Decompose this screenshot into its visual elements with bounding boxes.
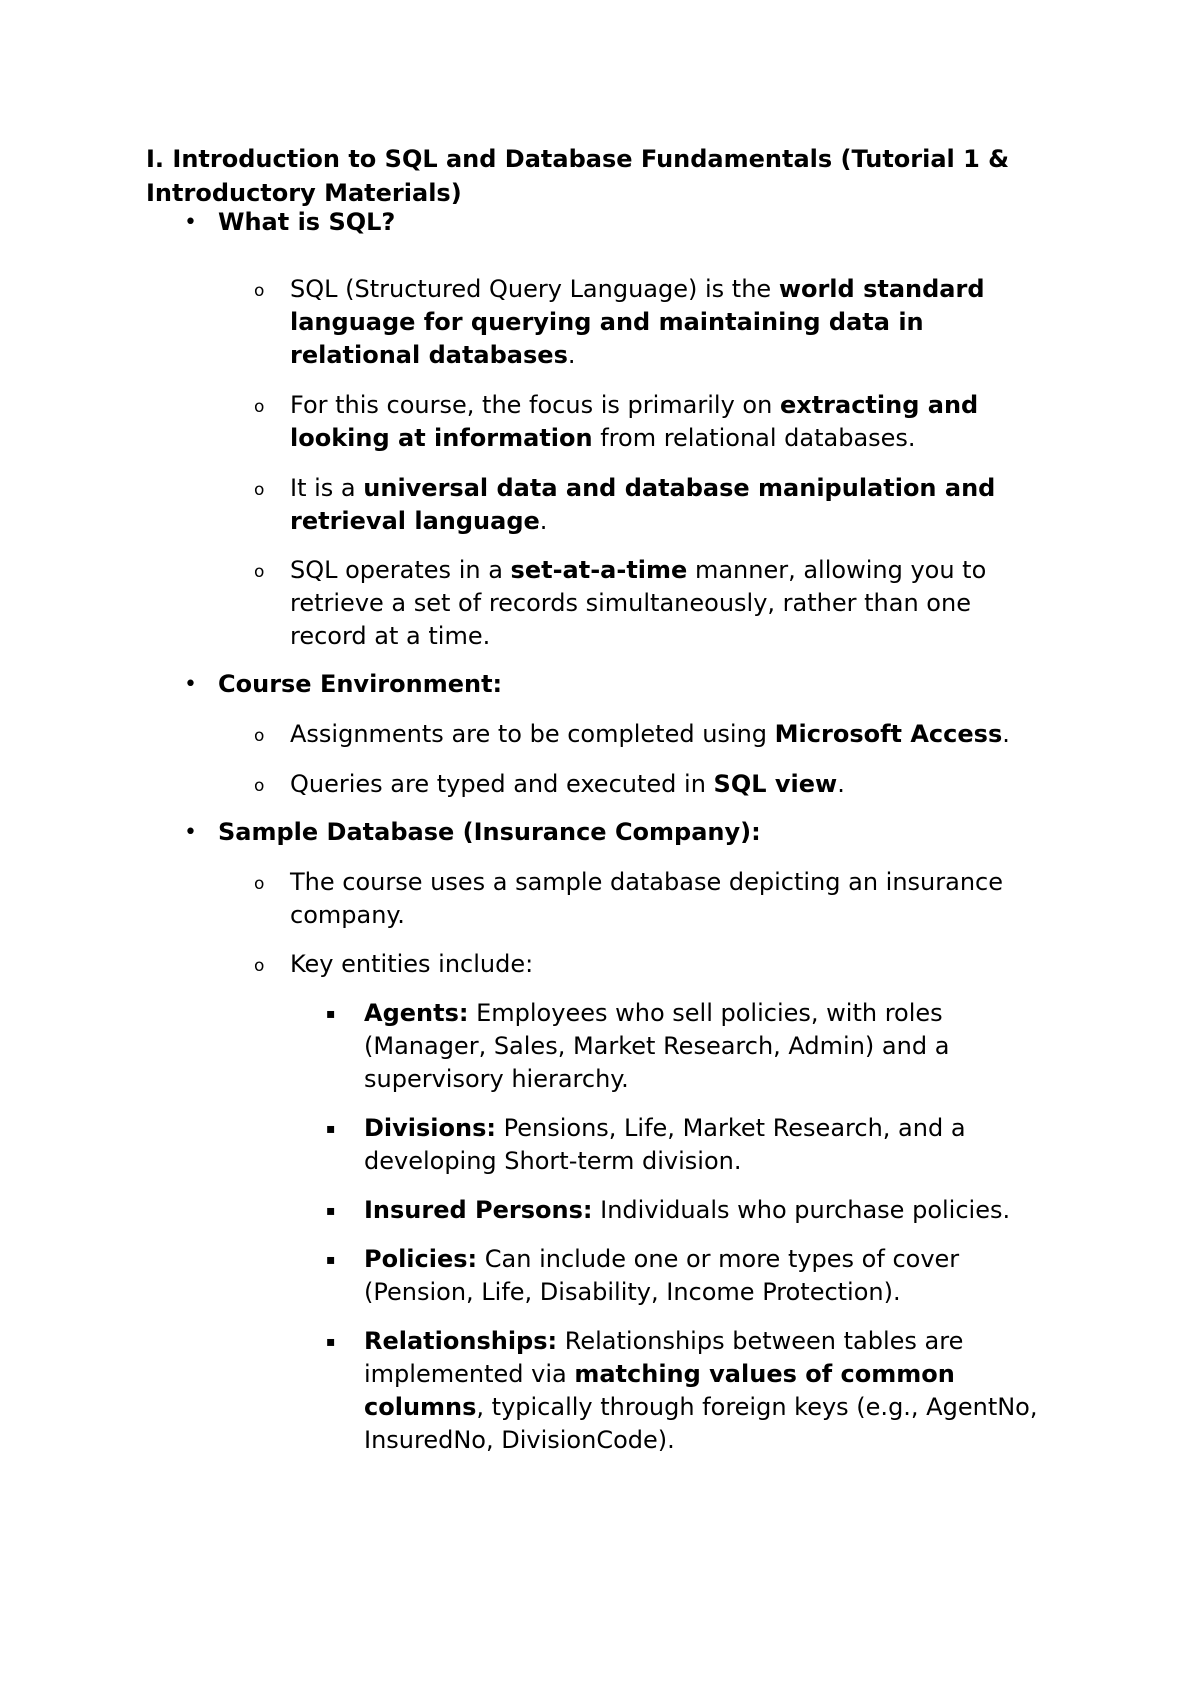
bold-text: extracting and looking at information — [290, 391, 979, 452]
entity-text: Employees who sell policies, with roles (Manager, Sales, Market Research, Admin) and a supervisory hierarchy. — [364, 999, 950, 1093]
text: Assignments are to be completed using — [290, 720, 775, 748]
sub-bullet-sql-definition — [254, 273, 1050, 372]
entity-label: Relationships: — [364, 1327, 558, 1355]
bold-text: universal data and database manipulation and retrieval language — [290, 474, 996, 535]
bold-text: set-at-a-time — [510, 556, 688, 584]
square-bullet-marker: ▪ — [326, 1334, 336, 1350]
entity-label: Divisions: — [364, 1114, 496, 1142]
entity-divisions — [326, 1112, 1064, 1178]
sub-bullet-key-entities — [254, 948, 1050, 981]
text: The course uses a sample database depicting an insurance company. — [290, 868, 1003, 929]
entity-label: Insured Persons: — [364, 1196, 593, 1224]
section-heading: I. Introduction to SQL and Database Fundamentals (Tutorial 1 & Introductory Materials) — [146, 145, 1010, 207]
entity-text: Can include one or more types of cover (Pension, Life, Disability, Income Protection). — [364, 1245, 960, 1306]
bullet-what-is-sql — [184, 206, 1118, 239]
sub-bullet-sql-view — [254, 768, 1050, 801]
sub-bullet-marker: o — [254, 726, 265, 746]
sub-bullet-marker: o — [254, 562, 265, 582]
square-bullet-marker: ▪ — [326, 1252, 336, 1268]
sub-bullet-marker: o — [254, 874, 265, 894]
square-bullet-marker: ▪ — [326, 1006, 336, 1022]
text: from relational databases. — [592, 424, 916, 452]
entity-insured-persons — [326, 1194, 1064, 1227]
entity-label: Policies: — [364, 1245, 478, 1273]
sub-bullet-marker: o — [254, 956, 265, 976]
bullet-course-environment — [184, 668, 1118, 701]
entity-label: Agents: — [364, 999, 469, 1027]
text: Key entities include: — [290, 950, 534, 978]
sub-bullet-marker: o — [254, 480, 265, 500]
text: . — [837, 770, 845, 798]
text: . — [539, 507, 548, 535]
bullet-marker: • — [184, 672, 197, 697]
bold-text: matching values of common columns — [364, 1360, 955, 1421]
entity-text: Relationships between tables are implemented via — [364, 1327, 964, 1388]
text: SQL (Structured Query Language) is the — [290, 275, 779, 303]
bullet-sample-database — [184, 816, 1118, 849]
bullet-marker: • — [184, 820, 197, 845]
text: It is a — [290, 474, 364, 502]
bold-text: SQL view — [713, 770, 838, 798]
entity-text: Pensions, Life, Market Research, and a developing Short-term division. — [364, 1114, 966, 1175]
bullet-title: What is SQL? — [218, 208, 396, 236]
entity-relationships — [326, 1325, 1064, 1457]
bullet-title: Course Environment: — [218, 670, 503, 698]
square-bullet-marker: ▪ — [326, 1121, 336, 1137]
text: manner, allowing you to retrieve a set of records simultaneously, rather than one record at a time. — [290, 556, 987, 650]
entity-text: , typically through foreign keys (e.g., AgentNo, InsuredNo, DivisionCode). — [364, 1393, 1038, 1454]
sub-bullet-universal-language — [254, 472, 1050, 538]
sub-bullet-marker: o — [254, 281, 265, 301]
entity-text: Individuals who purchase policies. — [592, 1196, 1011, 1224]
bullet-marker: • — [184, 210, 197, 235]
sub-bullet-set-at-a-time — [254, 554, 1050, 653]
entity-agents — [326, 997, 1064, 1096]
entity-policies — [326, 1243, 1064, 1309]
bullet-title: Sample Database (Insurance Company): — [218, 818, 761, 846]
bold-text: Microsoft Access — [774, 720, 1003, 748]
square-bullet-marker: ▪ — [326, 1203, 336, 1219]
sub-bullet-insurance-company — [254, 866, 1050, 932]
sub-bullet-marker: o — [254, 397, 265, 417]
text: For this course, the focus is primarily on — [290, 391, 780, 419]
sub-bullet-marker: o — [254, 776, 265, 796]
text: . — [567, 341, 576, 369]
text: SQL operates in a — [290, 556, 511, 584]
sub-bullet-course-focus — [254, 389, 1050, 455]
sub-bullet-microsoft-access — [254, 718, 1050, 751]
text: . — [1002, 720, 1010, 748]
bold-text: world standard language for querying and maintaining data in relational databases — [290, 275, 985, 369]
text: Queries are typed and executed in — [290, 770, 714, 798]
